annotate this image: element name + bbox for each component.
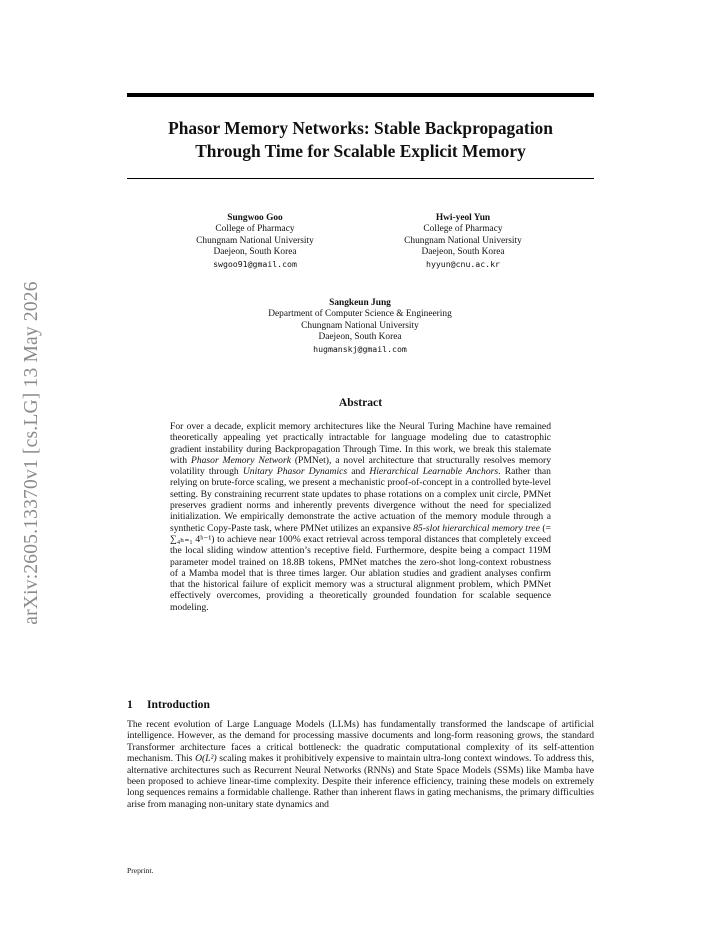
author-name: Sangkeun Jung	[329, 298, 391, 308]
intro-text: scaling makes it prohibitively expensive to maintain ultra-long context windows. To address this, alternative architectures such as Recurrent Neural Networks (RNNs) and State Space Models (SSMs) like Mamba have been proposed to achieve linear-time complexity. Despite their inference efficiency, training these models on extremely long sequences remains a formidable challenge. Rather than inherent flaws in gating mechanisms, the primary difficulties arise from managing non-unitary state dynamics and	[127, 753, 594, 810]
abstract-text: (= ∑₄ₕ₌₁ 4ʰ⁻¹) to achieve near 100% exact retrieval across temporal distances that completely exceed the local sliding window attention’s receptive field. Furthermore, despite being a compact 119M parameter model trained on 18.8B tokens, PMNet matches the zero-shot long-context robustness of a Mamba model that is three times larger. Our ablation studies and gradient analyses confirm that the historical failure of explicit memory was a structural alignment problem, which PMNet effectively overcomes, providing a theoretically grounded foundation for scalable sequence modeling.	[170, 522, 551, 613]
abstract-emphasis: 85-slot hierarchical memory tree	[413, 522, 540, 534]
author-name: Hwi-yeol Yun	[435, 213, 491, 223]
footer-preprint: Preprint.	[127, 866, 154, 875]
abstract-heading: Abstract	[338, 396, 383, 409]
intro-text: The recent evolution of Large Language Models (LLMs) has fundamentally transformed the landscape of artificial intelligence. However, as the demand for processing massive documents and long-form reasoning grows, the standard Transformer architecture faces a critical bottleneck: the quadratic computational complexity of its self-attention mechanism. This	[127, 719, 594, 765]
introduction-paragraph	[127, 719, 594, 810]
arxiv-id: arXiv:2605.13370v1 [cs.LG] 13 May 2026	[21, 281, 42, 625]
author-email: swgoo91@gmail.com	[213, 258, 297, 269]
author-email: hugmanskj@gmail.com	[313, 343, 407, 354]
title-rule-top	[127, 93, 594, 97]
author-block-2	[368, 213, 558, 270]
author-affiliation: Chungnam National University	[301, 320, 419, 331]
abstract-paragraph	[170, 421, 551, 613]
author-affiliation: Department of Computer Science & Engineering	[268, 309, 452, 320]
author-email: hyyun@cnu.ac.kr	[426, 258, 500, 269]
abstract-emphasis: Hierarchical Learnable Anchors	[369, 466, 499, 478]
abstract-body	[170, 421, 551, 613]
abstract-text: . Rather than relying on brute-force scaling, we present a mechanistic proof-of-concept in a controlled byte-level setting. By constraining recurrent state updates to phase rotations on a complex unit circle, PMNet preserves gradient norms and inherently prevents divergence without the need for specialized initialization. We empirically demonstrate the active actuation of the memory module through a synthetic Copy-Paste task, where PMNet utilizes an expansive	[170, 466, 551, 534]
author-block-1	[160, 213, 350, 270]
title-line-2: Through Time for Scalable Explicit Memory	[195, 141, 526, 161]
section-title: Introduction	[147, 698, 210, 711]
title-rule-bottom	[127, 178, 594, 179]
author-affiliation: Chungnam National University	[196, 235, 314, 246]
abstract-text: (PMNet), a novel architecture that structurally resolves memory volatility through	[170, 454, 551, 478]
author-affiliation: Chungnam National University	[404, 235, 522, 246]
intro-math: O(L²)	[195, 753, 217, 765]
paper-title	[127, 117, 594, 163]
author-affiliation: College of Pharmacy	[423, 224, 503, 235]
author-location: Daejeon, South Korea	[421, 247, 505, 258]
introduction-body	[127, 719, 594, 810]
abstract-emphasis: Phasor Memory Network	[190, 454, 291, 466]
title-line-1: Phasor Memory Networks: Stable Backpropagation	[168, 118, 553, 138]
author-block-3	[200, 298, 520, 355]
section-heading-introduction	[127, 698, 210, 711]
abstract-text: and	[347, 466, 370, 478]
author-location: Daejeon, South Korea	[318, 332, 402, 343]
arxiv-sidebar	[14, 258, 50, 648]
abstract-text: For over a decade, explicit memory architectures like the Neural Turing Machine have remained theoretically appealing yet practically intractable for language modeling due to catastrophic gradient instability during Backpropagation Through Time. In this work, we break this stalemate with	[170, 421, 551, 466]
abstract-emphasis: Unitary Phasor Dynamics	[242, 466, 348, 478]
section-number: 1	[127, 698, 133, 711]
author-affiliation: College of Pharmacy	[215, 224, 295, 235]
author-name: Sungwoo Goo	[227, 213, 283, 223]
author-location: Daejeon, South Korea	[213, 247, 297, 258]
